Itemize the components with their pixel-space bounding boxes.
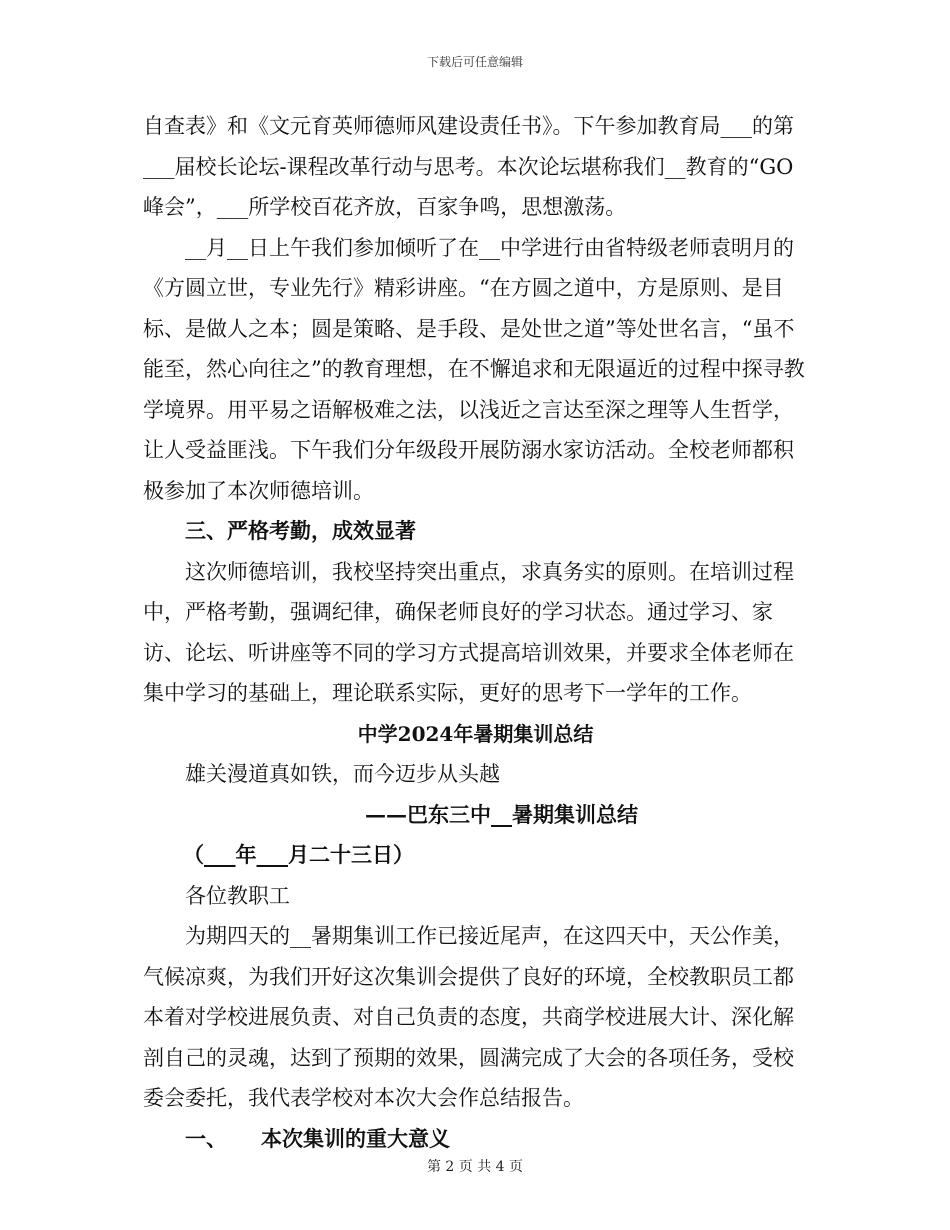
paragraph: 自查表》和《文元育英师德师风建设责任书》。下午参加教育局___的第___届校长论坛-课程改革行动与思考。本次论坛堪称我们__教育的“GO峰会”，___所学校百花齐放，百家争鸣，思想激荡。 — [143, 114, 794, 219]
paragraph: __月__日上午我们参加倾听了在__中学进行由省特级老师袁明月的《方圆立世，专业先行》精彩讲座。“在方圆之道中，方是原则、是目标、是做人之本；圆是策略、是手段、是处世之道”等处世名言，“虽不能至，然心向往之”的教育理想，在不懈追求和无限逼近的过程中探寻教学境界。用平易之语解极难之法，以浅近之言达至深之理等人生哲学，让人受益匪浅。下午我们分年级段开展防溺水家访活动。全校老师都积极参加了本次师德培训。 — [143, 235, 805, 503]
document-body — [143, 106, 808, 1159]
greeting: 各位教职工 — [185, 883, 290, 908]
heading-number: 一、 — [185, 1125, 227, 1151]
document-subtitle: ——巴东三中__暑期集训总结 — [365, 801, 638, 827]
paragraph: 这次师德培训，我校坚持突出重点，求真务实的原则。在培训过程中，严格考勤，强调纪律，确保老师良好的学习状态。通过学习、家访、论坛、听讲座等不同的学习方式提高培训效果，并要求全体老师在集中学习的基础上，理论联系实际，更好的思考下一学年的工作。 — [143, 559, 794, 705]
paragraph: 为期四天的__暑期集训工作已接近尾声，在这四天中，天公作美，气候凉爽，为我们开好这次集训会提供了良好的环境，全校教职员工都本着对学校进展负责、对自己负责的态度，共商学校进展大计、深化解剖自己的灵魂，达到了预期的效果，圆满完成了大会的各项任务，受校委会委托，我代表学校对本次大会作总结报告。 — [143, 924, 794, 1110]
document-date: （___年___月二十三日） — [183, 842, 414, 867]
motto: 雄关漫道真如铁，而今迈步从头越 — [185, 762, 500, 786]
document-title: 中学2024年暑期集训总结 — [357, 721, 594, 746]
page-footer: 第 2 页 共 4 页 — [426, 1159, 524, 1175]
heading-text: 本次集训的重大意义 — [261, 1125, 450, 1151]
page-header: 下载后可任意编辑 — [426, 55, 523, 69]
section-heading — [143, 1119, 808, 1160]
section-heading: 三、严格考勤，成效显著 — [185, 518, 416, 543]
